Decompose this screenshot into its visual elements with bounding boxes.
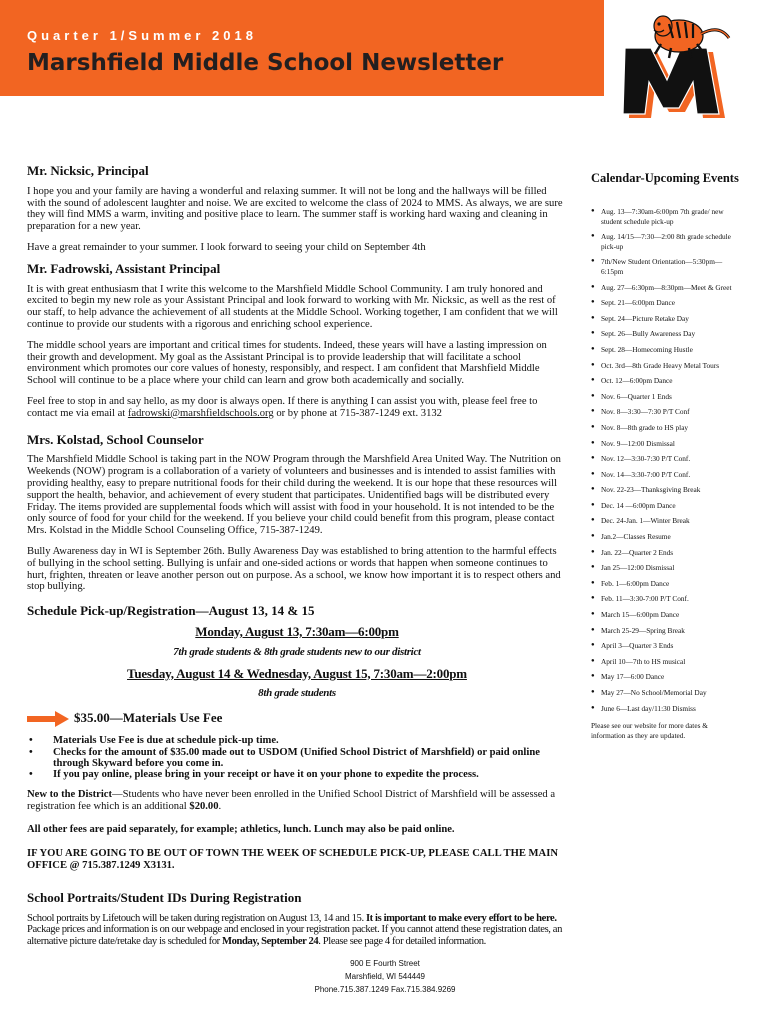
calendar-heading: Calendar-Upcoming Events xyxy=(591,171,739,185)
newsletter-title: Marshfield Middle School Newsletter xyxy=(27,50,504,76)
calendar-event: ● Nov. 14—3:30-7:00 P/T Conf. xyxy=(591,470,741,480)
calendar-event: ● May 27—No School/Memorial Day xyxy=(591,688,741,698)
assistant-paragraph-3 xyxy=(27,396,567,420)
fee-bullet-1: • Materials Use Fee is due at schedule pick-up time. xyxy=(27,735,567,746)
fee-bullet-2: • Checks for the amount of $35.00 made out to USDOM (Unified School District of Marshfield) or paid online through Skyward before you come in. xyxy=(27,747,567,770)
fee-line xyxy=(27,709,567,729)
portraits-heading: School Portraits/Student IDs During Registration xyxy=(27,889,302,905)
calendar-event: ● Feb. 11—3:30-7:00 P/T Conf. xyxy=(591,594,741,604)
principal-paragraph-1: I hope you and your family are having a wonderful and relaxing summer. It will not be long and the hallways will be filled with the sound of adolescent laughter and noise. We are excited to welcome the class of 2024 to MMS. As always, we are sure they will find MMS a warm, inviting and positive place to learn. The summer staff is working hard waxing and cleaning in preparation for a new year. xyxy=(27,185,563,233)
schedule-day-2: Tuesday, August 14 & Wednesday, August 15, 7:30am—2:00pm xyxy=(127,665,467,681)
portraits-text-1: School portraits by Lifetouch will be taken during registration on August 13, 14 and 15. xyxy=(27,912,366,924)
new-to-district-text: —Students who have never been enrolled in the Unified School District of Marshfield will be assessed a registration fee which is an additional xyxy=(27,788,556,812)
new-to-district-end: . xyxy=(218,800,222,812)
new-to-district xyxy=(27,789,567,813)
calendar-event: ● Jan. 22—Quarter 2 Ends xyxy=(591,548,741,558)
calendar-event: ● Dec. 14 —6:00pm Dance xyxy=(591,501,741,511)
registration-fee: $20.00 xyxy=(189,800,219,812)
main-column xyxy=(27,165,567,957)
calendar-event: ● Dec. 24-Jan. 1—Winter Break xyxy=(591,516,741,526)
quarter-label: Quarter 1/Summer 2018 xyxy=(27,28,257,43)
calendar-event: ● April 10—7th to HS musical xyxy=(591,657,741,667)
counselor-heading: Mrs. Kolstad, School Counselor xyxy=(27,431,204,447)
contact-text: Feel free to stop in and say hello, as my door is always open. If there is anything I can assist you with, please feel free to contact me via email at xyxy=(27,395,538,419)
calendar-sidebar xyxy=(591,170,741,740)
calendar-event: ● Jan 25—12:00 Dismissal xyxy=(591,563,741,573)
schedule-day-1-sub: 7th grade students & 8th grade students new to our district xyxy=(173,645,421,658)
calendar-event: ● Sept. 24—Picture Retake Day xyxy=(591,314,741,324)
principal-heading: Mr. Nicksic, Principal xyxy=(27,163,149,178)
calendar-event: ● Aug. 13—7:30am-6:00pm 7th grade/ new student schedule pick-up xyxy=(591,207,741,226)
calendar-event: ● Nov. 12—3:30-7:30 P/T Conf. xyxy=(591,454,741,464)
phone-text: or by phone at 715-387-1249 ext. 3132 xyxy=(273,407,442,419)
header-banner xyxy=(0,0,604,96)
calendar-event: ● Feb. 1—6:00pm Dance xyxy=(591,579,741,589)
principal-paragraph-2: Have a great remainder to your summer. I look forward to seeing your child on September 4th xyxy=(27,241,426,253)
calendar-event: ● March 15—6:00pm Dance xyxy=(591,610,741,620)
fee-bullets xyxy=(27,735,567,781)
calendar-event: ● 7th/New Student Orientation—5:30pm—6:15pm xyxy=(591,257,741,276)
arrow-right-icon xyxy=(27,711,69,727)
portraits-text-2: Package prices and information is on our webpage and enclosed in your registration packet. If you cannot attend these registration dates, an alternative picture date/retake day is scheduled for xyxy=(27,924,562,948)
calendar-event: ● April 3—Quarter 3 Ends xyxy=(591,641,741,651)
new-to-district-label: New to the District xyxy=(27,788,113,800)
portraits-paragraph xyxy=(27,913,567,948)
calendar-event: ● Jan.2—Classes Resume xyxy=(591,532,741,542)
calendar-event: ● Nov. 8—8th grade to HS play xyxy=(591,423,741,433)
footer-address-2: Marshfield, WI 544449 xyxy=(344,972,426,981)
assistant-paragraph-2: The middle school years are important and critical times for students. Indeed, these years will have a lasting impression on their growth and development. My goal as the Assistant Principal is to provide leadership that will facilitate a school environment which promotes our core values of honesty, responsibly, and respect. I am confident that Marshfield Middle School will continue to be a place where your child can learn and grow both academically and socially. xyxy=(27,339,547,387)
out-of-town-notice: IF YOU ARE GOING TO BE OUT OF TOWN THE WEEK OF SCHEDULE PICK-UP, PLEASE CALL THE MAIN OFFICE @ 715.387.1249 X3131. xyxy=(27,848,558,871)
calendar-event: ● Sept. 28—Homecoming Hustle xyxy=(591,345,741,355)
calendar-event: ● Sept. 26—Bully Awareness Day xyxy=(591,329,741,339)
assistant-heading: Mr. Fadrowski, Assistant Principal xyxy=(27,260,221,276)
calendar-event: ● Oct. 3rd—8th Grade Heavy Metal Tours xyxy=(591,361,741,371)
materials-fee: $35.00—Materials Use Fee xyxy=(74,710,223,726)
calendar-event: ● Nov. 22-23—Thanksgiving Break xyxy=(591,485,741,495)
footer-address-1: 900 E Fourth Street xyxy=(350,959,420,968)
calendar-event: ● Nov. 6—Quarter 1 Ends xyxy=(591,392,741,402)
calendar-event: ● March 25-29—Spring Break xyxy=(591,626,741,636)
calendar-event: ● Oct. 12—6:00pm Dance xyxy=(591,376,741,386)
calendar-event: ● May 17—6:00 Dance xyxy=(591,672,741,682)
footer-phone: Phone.715.387.1249 Fax.715.384.9269 xyxy=(314,985,456,994)
portraits-emphasis-2: Monday, September 24 xyxy=(222,936,319,948)
email-link[interactable]: fadrowski@marshfieldschools.org xyxy=(127,407,274,419)
assistant-paragraph-1: It is with great enthusiasm that I write this welcome to the Marshfield Middle School Community. I am truly honored and excited to begin my new role as your Assistant Principal and look forward to working with Mr. Nicksic, as well as the rest of our staff, to help advance the achievement of all students at the Middle School. Working together, I am confident that we will continue to provide our students with a rigorous and enriching school experience. xyxy=(27,283,558,330)
schedule-heading: Schedule Pick-up/Registration—August 13, 14 & 15 xyxy=(27,603,315,619)
calendar-event: ● Nov. 9—12:00 Dismissal xyxy=(591,439,741,449)
calendar-list xyxy=(591,207,741,713)
fee-bullet-3: • If you pay online, please bring in your receipt or have it on your phone to expedite the process. xyxy=(27,769,567,780)
counselor-paragraph-1: The Marshfield Middle School is taking part in the NOW Program through the Marshfield Area United Way. The Nutrition on Weekends (NOW) program is a collaboration of a variety of volunteers and businesses and is intended to assist families with providing healthy, easy to prepare nutritional foods for their child during the weekend. It is our hope that these resources will support the health, behavior, and achievement of every student that participates. Unidentified bags will be distributed every Friday. The items provided are supplemental foods which will assist with food in your household. It is not intended to be the only source of food for your child for the weekend. If you believe your child could benefit from this program, please contact Mrs. Kolstad in the Middle School Counseling Office, 715-387-1249. xyxy=(27,454,561,537)
calendar-event: ● Sept. 21—6:00pm Dance xyxy=(591,298,741,308)
calendar-event: ● Nov. 8—3:30—7:30 P/T Conf xyxy=(591,407,741,417)
counselor-paragraph-2: Bully Awareness day in WI is September 26th. Bully Awareness Day was established to bring attention to the harmful effects of bullying in the school setting. Bullying is unfair and one-sided actions or words that happen when someone continues to hurt, frighten, threaten or leave another person out on purpose. As a school, we know how important it is to respect others and stop bullying. xyxy=(27,545,561,593)
other-fees: All other fees are paid separately, for example; athletics, lunch. Lunch may also be paid online. xyxy=(27,824,455,836)
calendar-event: ● June 6—Last day/11:30 Dismiss xyxy=(591,704,741,714)
tiger-m-logo xyxy=(617,10,739,122)
schedule-day-2-sub: 8th grade students xyxy=(258,687,336,700)
portraits-emphasis-1: It is important to make every effort to be here. xyxy=(365,912,557,924)
logo-m-letter xyxy=(623,48,719,114)
calendar-note: Please see our website for more dates & information as they are updated. xyxy=(591,721,708,740)
footer xyxy=(0,957,770,996)
calendar-event: ● Aug. 14/15—7:30—2:00 8th grade schedule pick-up xyxy=(591,232,741,251)
calendar-event: ● Aug. 27—6:30pm—8:30pm—Meet & Greet xyxy=(591,283,741,293)
schedule-day-1: Monday, August 13, 7:30am—6:00pm xyxy=(195,623,399,639)
portraits-text-3: . Please see page 4 for detailed information. xyxy=(318,936,486,948)
